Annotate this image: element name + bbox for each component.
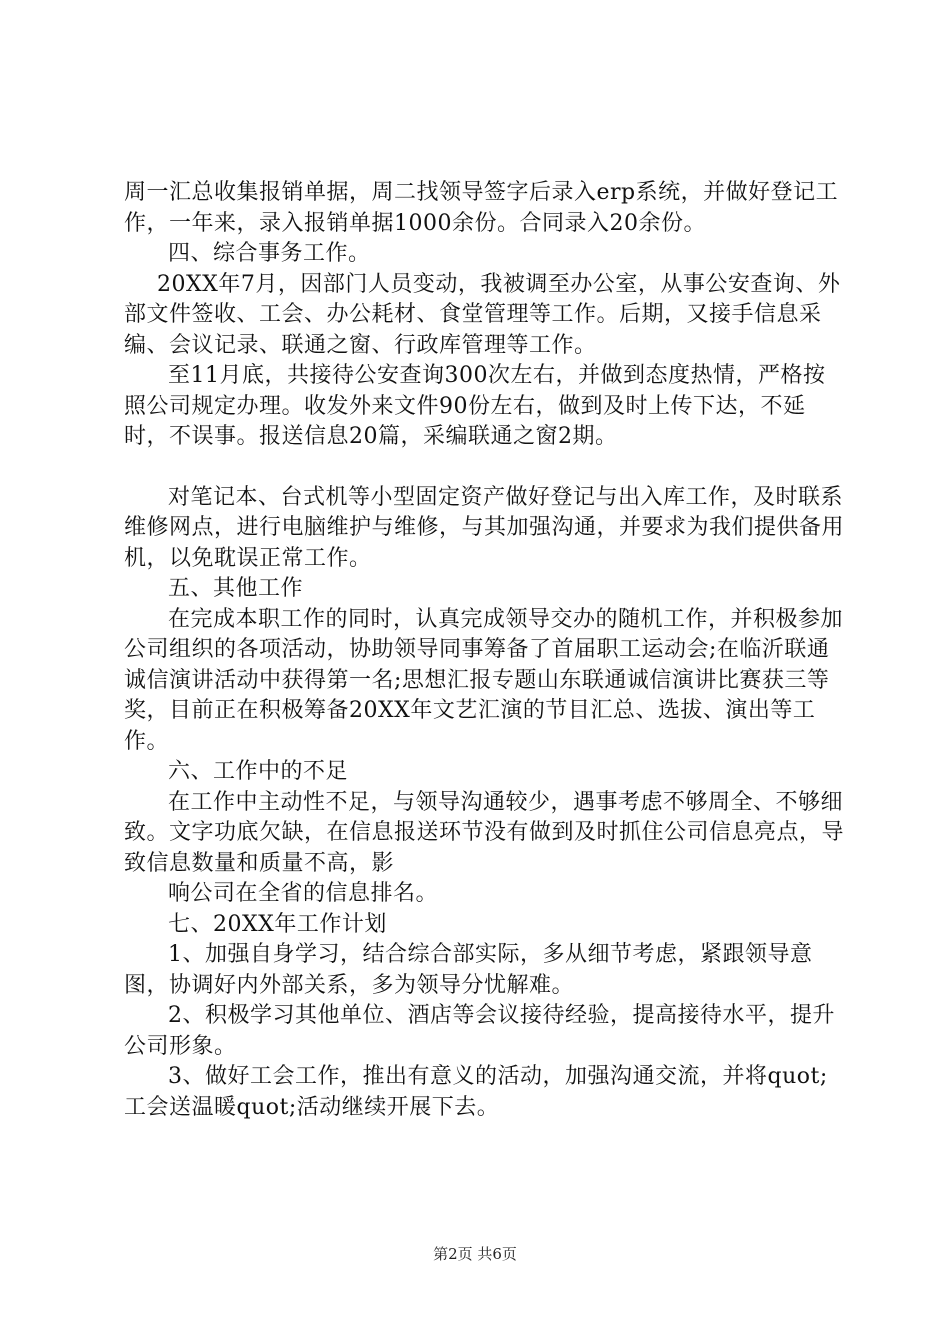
section-heading-shortcomings: 六、工作中的不足 [168, 759, 349, 784]
plan-item-2: 2、积极学习其他单位、酒店等会议接待经验，提高接待水平，提升公司形象。 [124, 1003, 835, 1059]
paragraph-reimbursement: 周一汇总收集报销单据，周二找领导签字后录入erp系统，并做好登记工作，一年来，录入报销单据1000余份。合同录入20余份。 [124, 180, 839, 236]
section-heading-general-affairs: 四、综合事务工作。 [168, 241, 371, 266]
document-body [124, 178, 844, 1123]
paragraph-statistics: 至11月底，共接待公安查询300次左右，并做到态度热情，严格按照公司规定办理。收发外来文件90份左右，做到及时上传下达，不延时，不误事。报送信息20篇，采编联通之窗2期。 [124, 363, 826, 449]
section-heading-other-work: 五、其他工作 [168, 576, 304, 601]
paragraph-other-work: 在完成本职工作的同时，认真完成领导交办的随机工作，并积极参加公司组织的各项活动，协助领导同事筹备了首届职工运动会;在临沂联通诚信演讲活动中获得第一名;思想汇报专题山东联通诚信演讲比赛获三等奖，目前正在积极筹备20XX年文艺汇演的节目汇总、选拔、演出等工作。 [124, 606, 844, 754]
paragraph-transfer: 20XX年7月，因部门人员变动，我被调至办公室，从事公安查询、外部文件签收、工会、办公耗材、食堂管理等工作。后期，又接手信息采编、会议记录、联通之窗、行政库管理等工作。 [124, 271, 841, 358]
paragraph-ranking: 响公司在全省的信息排名。 [168, 881, 439, 906]
plan-item-1: 1、加强自身学习，结合综合部实际，多从细节考虑，紧跟领导意图，协调好内外部关系，多为领导分忧解难。 [124, 942, 813, 998]
page-number-footer: 第2页 共6页 [433, 1245, 517, 1263]
section-heading-work-plan: 七、20XX年工作计划 [168, 911, 387, 937]
plan-item-3: 3、做好工会工作，推出有意义的活动，加强沟通交流，并将quot;工会送温暖quot;活动继续开展下去。 [124, 1064, 828, 1120]
paragraph-shortcomings: 在工作中主动性不足，与领导沟通较少，遇事考虑不够周全、不够细致。文字功底欠缺，在信息报送环节没有做到及时抓住公司信息亮点，导致信息数量和质量不高，影 [124, 789, 845, 876]
paragraph-assets: 对笔记本、台式机等小型固定资产做好登记与出入库工作，及时联系维修网点，进行电脑维护与维修，与其加强沟通，并要求为我们提供备用机，以免耽误正常工作。 [124, 484, 845, 571]
